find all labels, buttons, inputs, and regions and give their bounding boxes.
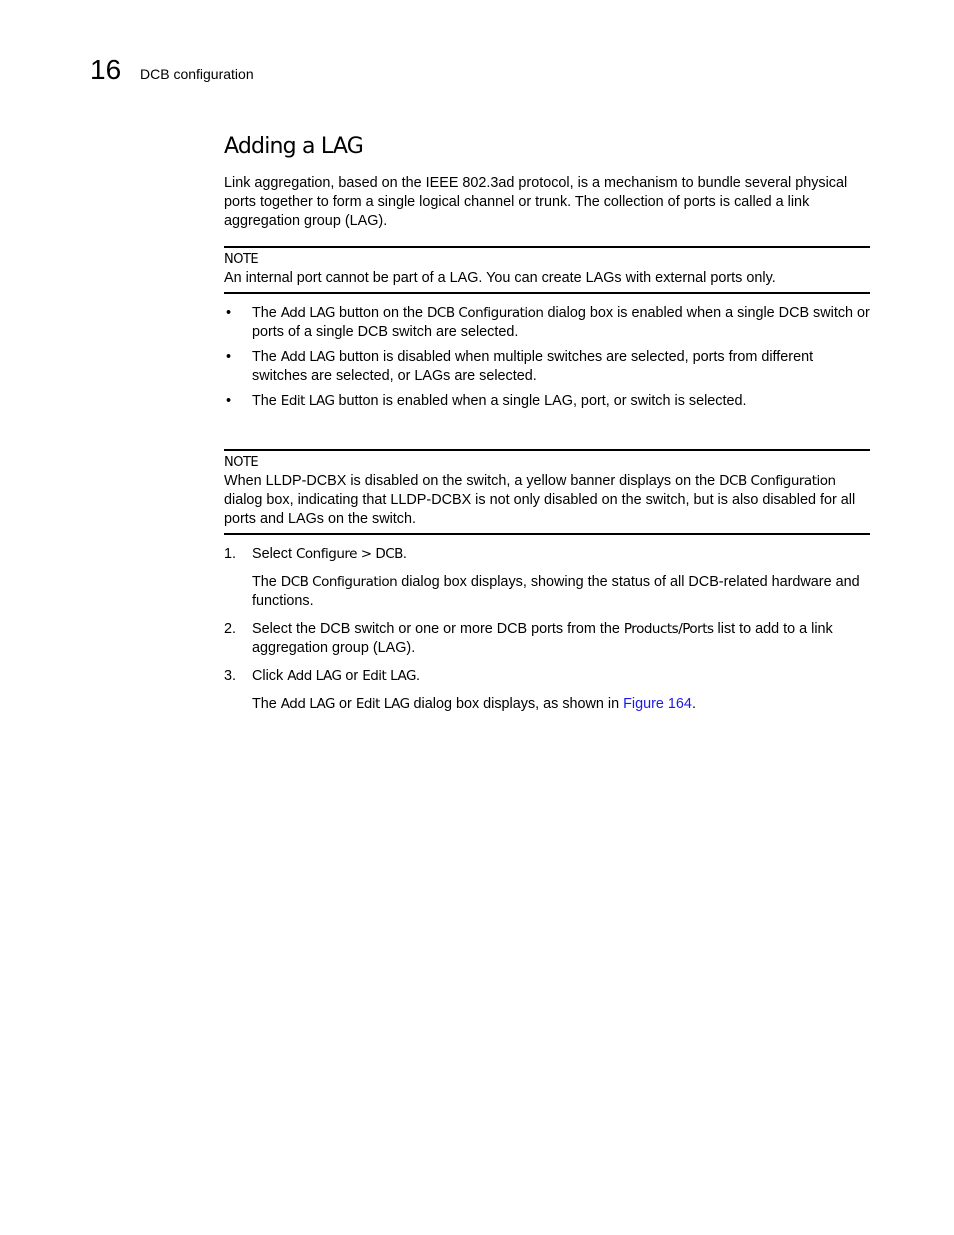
chapter-title: DCB configuration [140, 66, 254, 82]
ui-term: DCB Configuration [280, 574, 398, 590]
text-run: dialog box displays, as shown in [409, 696, 624, 712]
text-run: The [252, 696, 281, 712]
text-run: Select [252, 546, 296, 562]
step-item [224, 620, 870, 658]
ui-term: Add LAG [280, 696, 336, 712]
note-box [224, 246, 870, 294]
text-run: . [402, 546, 407, 562]
step-list [224, 545, 870, 714]
figure-link[interactable]: Figure 164 [623, 696, 692, 712]
text-run: button on the [335, 305, 428, 321]
bullet-marker: • [226, 305, 232, 321]
note-text: An internal port cannot be part of a LAG. You can create LAGs with external ports only. [224, 270, 776, 286]
bullet-list [224, 304, 870, 411]
text-run: dialog box displays, showing the status of all DCB-related hardware and functions. [252, 574, 860, 609]
ui-term: Edit LAG [362, 668, 416, 684]
text-run: The [252, 305, 281, 321]
step-number: 1. [224, 546, 237, 562]
ui-term: Edit LAG [280, 393, 335, 409]
text-run: . [691, 696, 696, 712]
step-result [252, 695, 870, 714]
page-content [224, 132, 870, 723]
text-run: Click [252, 668, 288, 684]
note-label: NOTE [224, 455, 259, 470]
text-run: When LLDP-DCBX is disabled on the switch, a yellow banner displays on the [224, 473, 720, 489]
step-item [224, 545, 870, 611]
text-run: . [415, 668, 420, 684]
ui-term: Add LAG [280, 305, 336, 321]
note-label: NOTE [224, 252, 259, 267]
list-item [224, 348, 870, 386]
section-heading: Adding a LAG [224, 134, 363, 159]
text-run: or [341, 668, 363, 684]
text-run: The [252, 393, 281, 409]
text-run: dialog box, indicating that LLDP-DCBX is not only disabled on the switch, but is also disabled for all ports and LAGs on the switch. [224, 492, 856, 527]
ui-term: DCB Configuration [427, 305, 544, 321]
ui-term: DCB Configuration [719, 473, 836, 489]
text-run: dialog box is enabled when a single DCB switch or ports of a single DCB switch are selected. [252, 305, 870, 340]
chapter-number: 16 [90, 54, 122, 85]
step-number: 2. [224, 621, 237, 637]
step-number: 3. [224, 668, 237, 684]
list-item [224, 392, 870, 411]
note-box [224, 449, 870, 535]
note-text [224, 472, 870, 529]
ui-term: Products/Ports [623, 621, 714, 637]
intro-paragraph: Link aggregation, based on the IEEE 802.3ad protocol, is a mechanism to bundle several physical ports together to form a single logical channel or trunk. The collection of ports is called a link aggregation group (LAG). [224, 175, 848, 229]
text-run: The [252, 574, 281, 590]
ui-term: Edit LAG [355, 696, 410, 712]
ui-term: Add LAG [287, 668, 342, 684]
text-run: button is disabled when multiple switches are selected, ports from different switches are selected, or LAGs are selected. [252, 349, 814, 384]
text-run: button is enabled when a single LAG, port, or switch is selected. [334, 393, 747, 409]
text-run: Select the DCB switch or one or more DCB ports from the [252, 621, 624, 637]
step-item [224, 667, 870, 714]
text-run: or [335, 696, 356, 712]
step-result [252, 573, 870, 611]
bullet-marker: • [226, 393, 232, 409]
text-run: The [252, 349, 281, 365]
text-run: list to add to a link aggregation group (LAG). [252, 621, 833, 656]
bullet-marker: • [226, 349, 232, 365]
ui-term: Add LAG [280, 349, 336, 365]
list-item [224, 304, 870, 342]
ui-term: Configure > DCB [296, 546, 403, 562]
